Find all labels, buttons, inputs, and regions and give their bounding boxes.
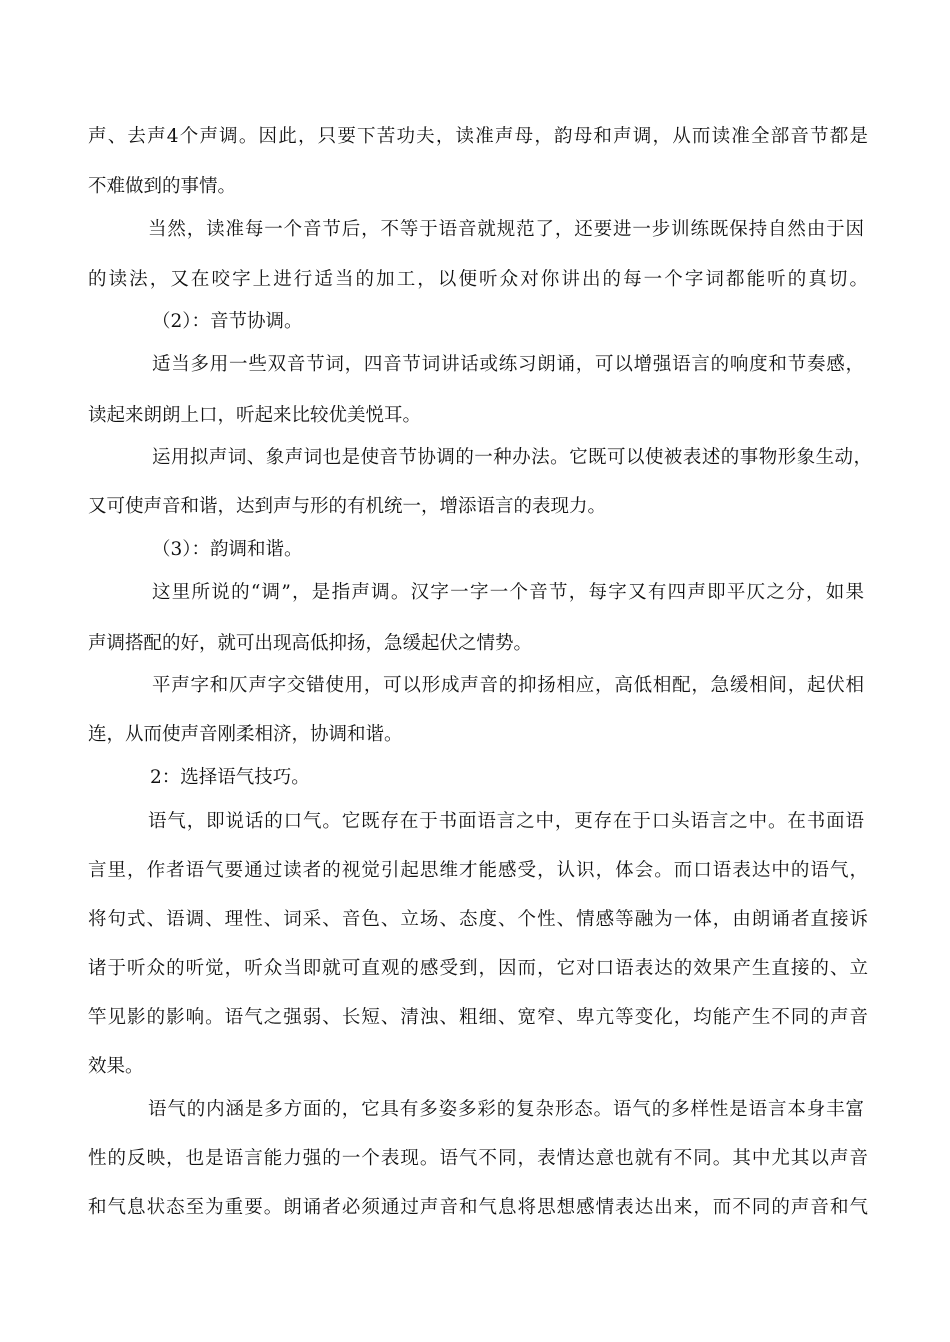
paragraph-line: 这里所说的“调”，是指声调。汉字一字一个音节，每字又有四声即平仄之分，如果 <box>152 582 864 603</box>
paragraph-line: 连，从而使声音刚柔相济，协调和谐。 <box>88 724 403 745</box>
paragraph-line: 不难做到的事情。 <box>88 176 237 197</box>
paragraph-line: 当然，读准每一个音节后，不等于语音就规范了，还要进一步训练既保持自然由于因 <box>148 219 864 240</box>
paragraph-line: 读起来朗朗上口，听起来比较优美悦耳。 <box>88 405 422 426</box>
paragraph-line: 将句式、语调、理性、词采、音色、立场、态度、个性、情感等融为一体，由朗诵者直接诉 <box>88 909 868 930</box>
paragraph-line: 适当多用一些双音节词，四音节词讲话或练习朗诵，可以增强语言的响度和节奏感， <box>152 354 864 375</box>
section-heading: （3）：韵调和谐。 <box>152 539 303 560</box>
paragraph-line: 言里，作者语气要通过读者的视觉引起思维才能感受，认识，体会。而口语表达中的语气， <box>88 860 868 881</box>
paragraph-line: 运用拟声词、象声词也是使音节协调的一种办法。它既可以使被表述的事物形象生动， <box>152 447 872 468</box>
paragraph-line: 诸于听众的听觉，听众当即就可直观的感受到，因而，它对口语表达的效果产生直接的、立 <box>88 958 868 979</box>
paragraph-line: 声、去声4个声调。因此，只要下苦功夫，读准声母，韵母和声调，从而读准全部音节都是 <box>88 126 868 147</box>
paragraph-line: 和气息状态至为重要。朗诵者必须通过声音和气息将思想感情表达出来，而不同的声音和气 <box>88 1197 868 1218</box>
paragraph-line: 平声字和仄声字交错使用，可以形成声音的抑扬相应，高低相配，急缓相间，起伏相 <box>152 675 864 696</box>
paragraph-line: 竿见影的影响。语气之强弱、长短、清浊、粗细、宽窄、卑亢等变化，均能产生不同的声音 <box>88 1007 868 1028</box>
paragraph-line: 的读法，又在咬字上进行适当的加工，以便听众对你讲出的每一个字词都能听的真切。 <box>88 269 868 290</box>
paragraph-line: 声调搭配的好，就可出现高低抑扬，急缓起伏之情势。 <box>88 633 533 654</box>
section-heading: 2：选择语气技巧。 <box>150 767 310 788</box>
paragraph-line: 效果。 <box>88 1056 144 1077</box>
paragraph-line: 语气的内涵是多方面的，它具有多姿多彩的复杂形态。语气的多样性是语言本身丰富 <box>148 1099 864 1120</box>
paragraph-line: 又可使声音和谐，达到声与形的有机统一，增添语言的表现力。 <box>88 496 607 517</box>
paragraph-line: 性的反映，也是语言能力强的一个表现。语气不同，表情达意也就有不同。其中尤其以声音 <box>88 1148 868 1169</box>
section-heading: （2）：音节协调。 <box>152 311 303 332</box>
paragraph-line: 语气，即说话的口气。它既存在于书面语言之中，更存在于口头语言之中。在书面语 <box>148 811 864 832</box>
